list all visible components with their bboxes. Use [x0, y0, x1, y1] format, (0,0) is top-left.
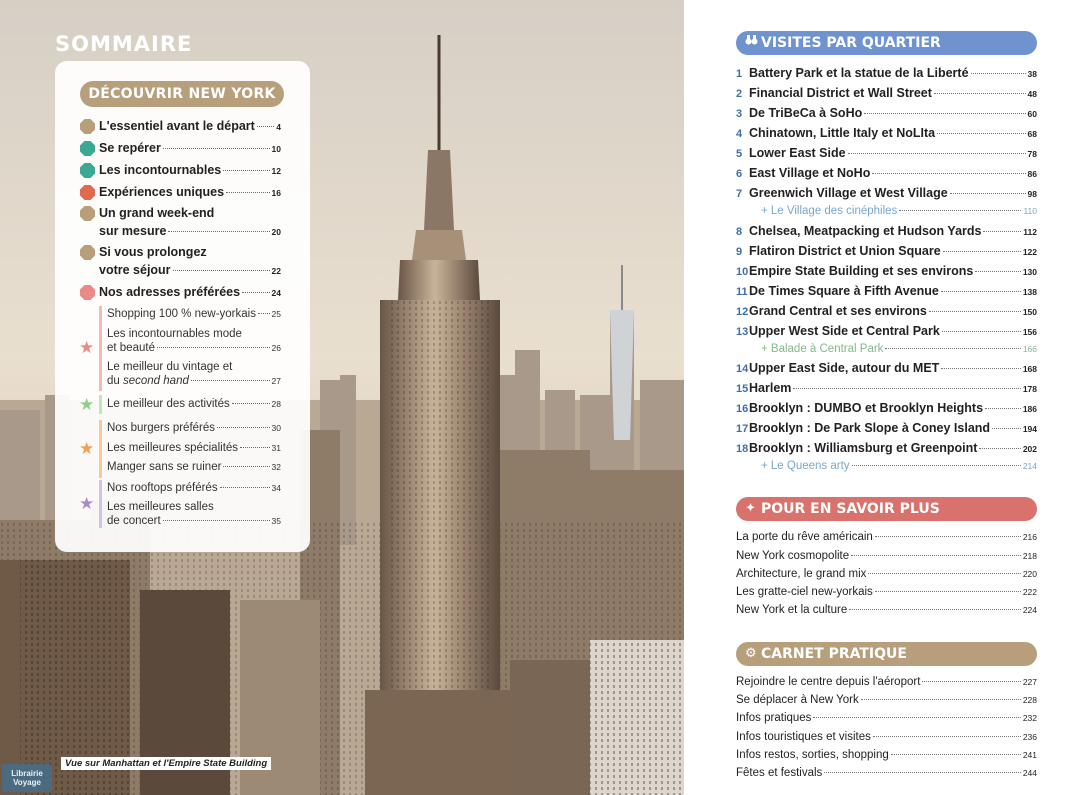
toc-subentry[interactable]: Nos burgers préférés 30 [107, 422, 281, 434]
binoculars-icon [745, 31, 758, 55]
toc-subentry-line1[interactable]: Les meilleures salles [107, 501, 214, 513]
toc-entry[interactable]: Se repérer 10 [99, 141, 281, 155]
group-bar [99, 395, 102, 414]
savoir-section-header [736, 497, 1037, 521]
toc-entry[interactable]: 6 East Village et NoHo 86 [736, 166, 1037, 180]
toc-entry[interactable]: Infos touristiques et visites 236 [736, 731, 1037, 743]
toc-subentry[interactable]: de concert 35 [107, 515, 281, 527]
toc-entry[interactable]: 16 Brooklyn : DUMBO et Brooklyn Heights 186 [736, 401, 1037, 415]
star-bullet-icon: ★ [79, 439, 95, 459]
toc-subentry[interactable]: Nos rooftops préférés 34 [107, 482, 281, 494]
octagon-bullet-icon [80, 245, 95, 260]
octagon-bullet-icon [80, 141, 95, 156]
toc-entry[interactable]: 14 Upper East Side, autour du MET 168 [736, 361, 1037, 375]
toc-entry[interactable]: Architecture, le grand mix 220 [736, 568, 1037, 580]
star-bullet-icon: ★ [79, 338, 95, 358]
toc-entry[interactable]: New York et la culture 224 [736, 604, 1037, 616]
toc-subentry[interactable]: Manger sans se ruiner 32 [107, 461, 281, 473]
sommaire-title: SOMMAIRE [55, 32, 193, 56]
sparkle-icon: ✦ [745, 501, 756, 516]
octagon-bullet-icon [80, 119, 95, 134]
toc-subentry[interactable]: et beauté 26 [107, 342, 281, 354]
toc-subentry[interactable]: + Balade à Central Park 166 [761, 343, 1037, 355]
gear-icon: ⚙ [745, 646, 757, 661]
toc-entry[interactable]: Rejoindre le centre depuis l'aéroport 227 [736, 676, 1037, 688]
toc-entry[interactable]: votre séjour 22 [99, 263, 281, 277]
toc-entry[interactable]: 5 Lower East Side 78 [736, 146, 1037, 160]
toc-entry-line1[interactable]: Un grand week-end [99, 206, 215, 220]
photo-caption: Vue sur Manhattan et l'Empire State Building [61, 757, 271, 770]
toc-entry[interactable]: 12 Grand Central et ses environs 150 [736, 304, 1037, 318]
toc-entry[interactable]: Infos restos, sorties, shopping 241 [736, 749, 1037, 761]
toc-entry[interactable]: Fêtes et festivals 244 [736, 767, 1037, 779]
toc-subentry[interactable]: Le meilleur des activités 28 [107, 398, 281, 410]
carnet-section-header [736, 642, 1037, 666]
toc-entry[interactable]: 9 Flatiron District et Union Square 122 [736, 244, 1037, 258]
toc-subentry[interactable]: Les meilleures spécialités 31 [107, 442, 281, 454]
toc-entry[interactable]: 13 Upper West Side et Central Park 156 [736, 324, 1037, 338]
toc-entry[interactable]: 18 Brooklyn : Williamsburg et Greenpoint 202 [736, 441, 1037, 455]
toc-entry[interactable]: 15 Harlem 178 [736, 381, 1037, 395]
visites-section-header [736, 31, 1037, 55]
savoir-section-title: POUR EN SAVOIR PLUS [761, 501, 940, 517]
toc-entry[interactable]: 4 Chinatown, Little Italy et NoLIta 68 [736, 126, 1037, 140]
octagon-bullet-icon [80, 206, 95, 221]
toc-entry[interactable]: La porte du rêve américain 216 [736, 531, 1037, 543]
toc-entry[interactable]: Expériences uniques 16 [99, 185, 281, 199]
visites-section-title: VISITES PAR QUARTIER [761, 35, 941, 51]
octagon-bullet-icon [80, 185, 95, 200]
group-bar [99, 306, 102, 391]
toc-subentry[interactable]: Shopping 100 % new-yorkais 25 [107, 308, 281, 320]
toc-entry[interactable]: 8 Chelsea, Meatpacking et Hudson Yards 112 [736, 224, 1037, 238]
group-bar [99, 420, 102, 478]
toc-entry[interactable]: sur mesure 20 [99, 224, 281, 238]
toc-entry[interactable]: Nos adresses préférées 24 [99, 285, 281, 299]
toc-entry[interactable]: Infos pratiques 232 [736, 712, 1037, 724]
decouvrir-new-york-pill: DÉCOUVRIR NEW YORK [80, 81, 284, 107]
toc-subentry[interactable]: du second hand 27 [107, 375, 281, 387]
toc-card [55, 61, 310, 552]
group-bar [99, 480, 102, 528]
toc-entry[interactable]: Se déplacer à New York 228 [736, 694, 1037, 706]
toc-subentry-line1[interactable]: Le meilleur du vintage et [107, 361, 233, 373]
star-bullet-icon: ★ [79, 395, 95, 415]
toc-entry[interactable]: Les incontournables 12 [99, 163, 281, 177]
toc-entry[interactable]: New York cosmopolite 218 [736, 550, 1037, 562]
toc-subentry-line1[interactable]: Les incontournables mode [107, 328, 242, 340]
carnet-section-title: CARNET PRATIQUE [761, 646, 907, 662]
toc-entry[interactable]: 2 Financial District et Wall Street 48 [736, 86, 1037, 100]
toc-entry[interactable]: 3 De TriBeCa à SoHo 60 [736, 106, 1037, 120]
octagon-bullet-icon [80, 285, 95, 300]
toc-right-page [684, 0, 1082, 795]
star-bullet-icon: ★ [79, 494, 95, 514]
toc-entry[interactable]: L'essentiel avant le départ 4 [99, 119, 281, 133]
octagon-bullet-icon [80, 163, 95, 178]
toc-entry[interactable]: 11 De Times Square à Fifth Avenue 138 [736, 284, 1037, 298]
toc-entry[interactable]: Les gratte-ciel new-yorkais 222 [736, 586, 1037, 598]
toc-entry[interactable]: 1 Battery Park et la statue de la Liberté 38 [736, 66, 1037, 80]
toc-entry[interactable]: 17 Brooklyn : De Park Slope à Coney Island 194 [736, 421, 1037, 435]
toc-entry-line1[interactable]: Si vous prolongez [99, 245, 207, 259]
toc-entry[interactable]: 7 Greenwich Village et West Village 98 [736, 186, 1037, 200]
watermark-logo: Librairie Voyage [2, 764, 52, 792]
toc-subentry[interactable]: + Le Village des cinéphiles 110 [761, 205, 1037, 217]
toc-subentry[interactable]: + Le Queens arty 214 [761, 460, 1037, 472]
toc-entry[interactable]: 10 Empire State Building et ses environs 130 [736, 264, 1037, 278]
